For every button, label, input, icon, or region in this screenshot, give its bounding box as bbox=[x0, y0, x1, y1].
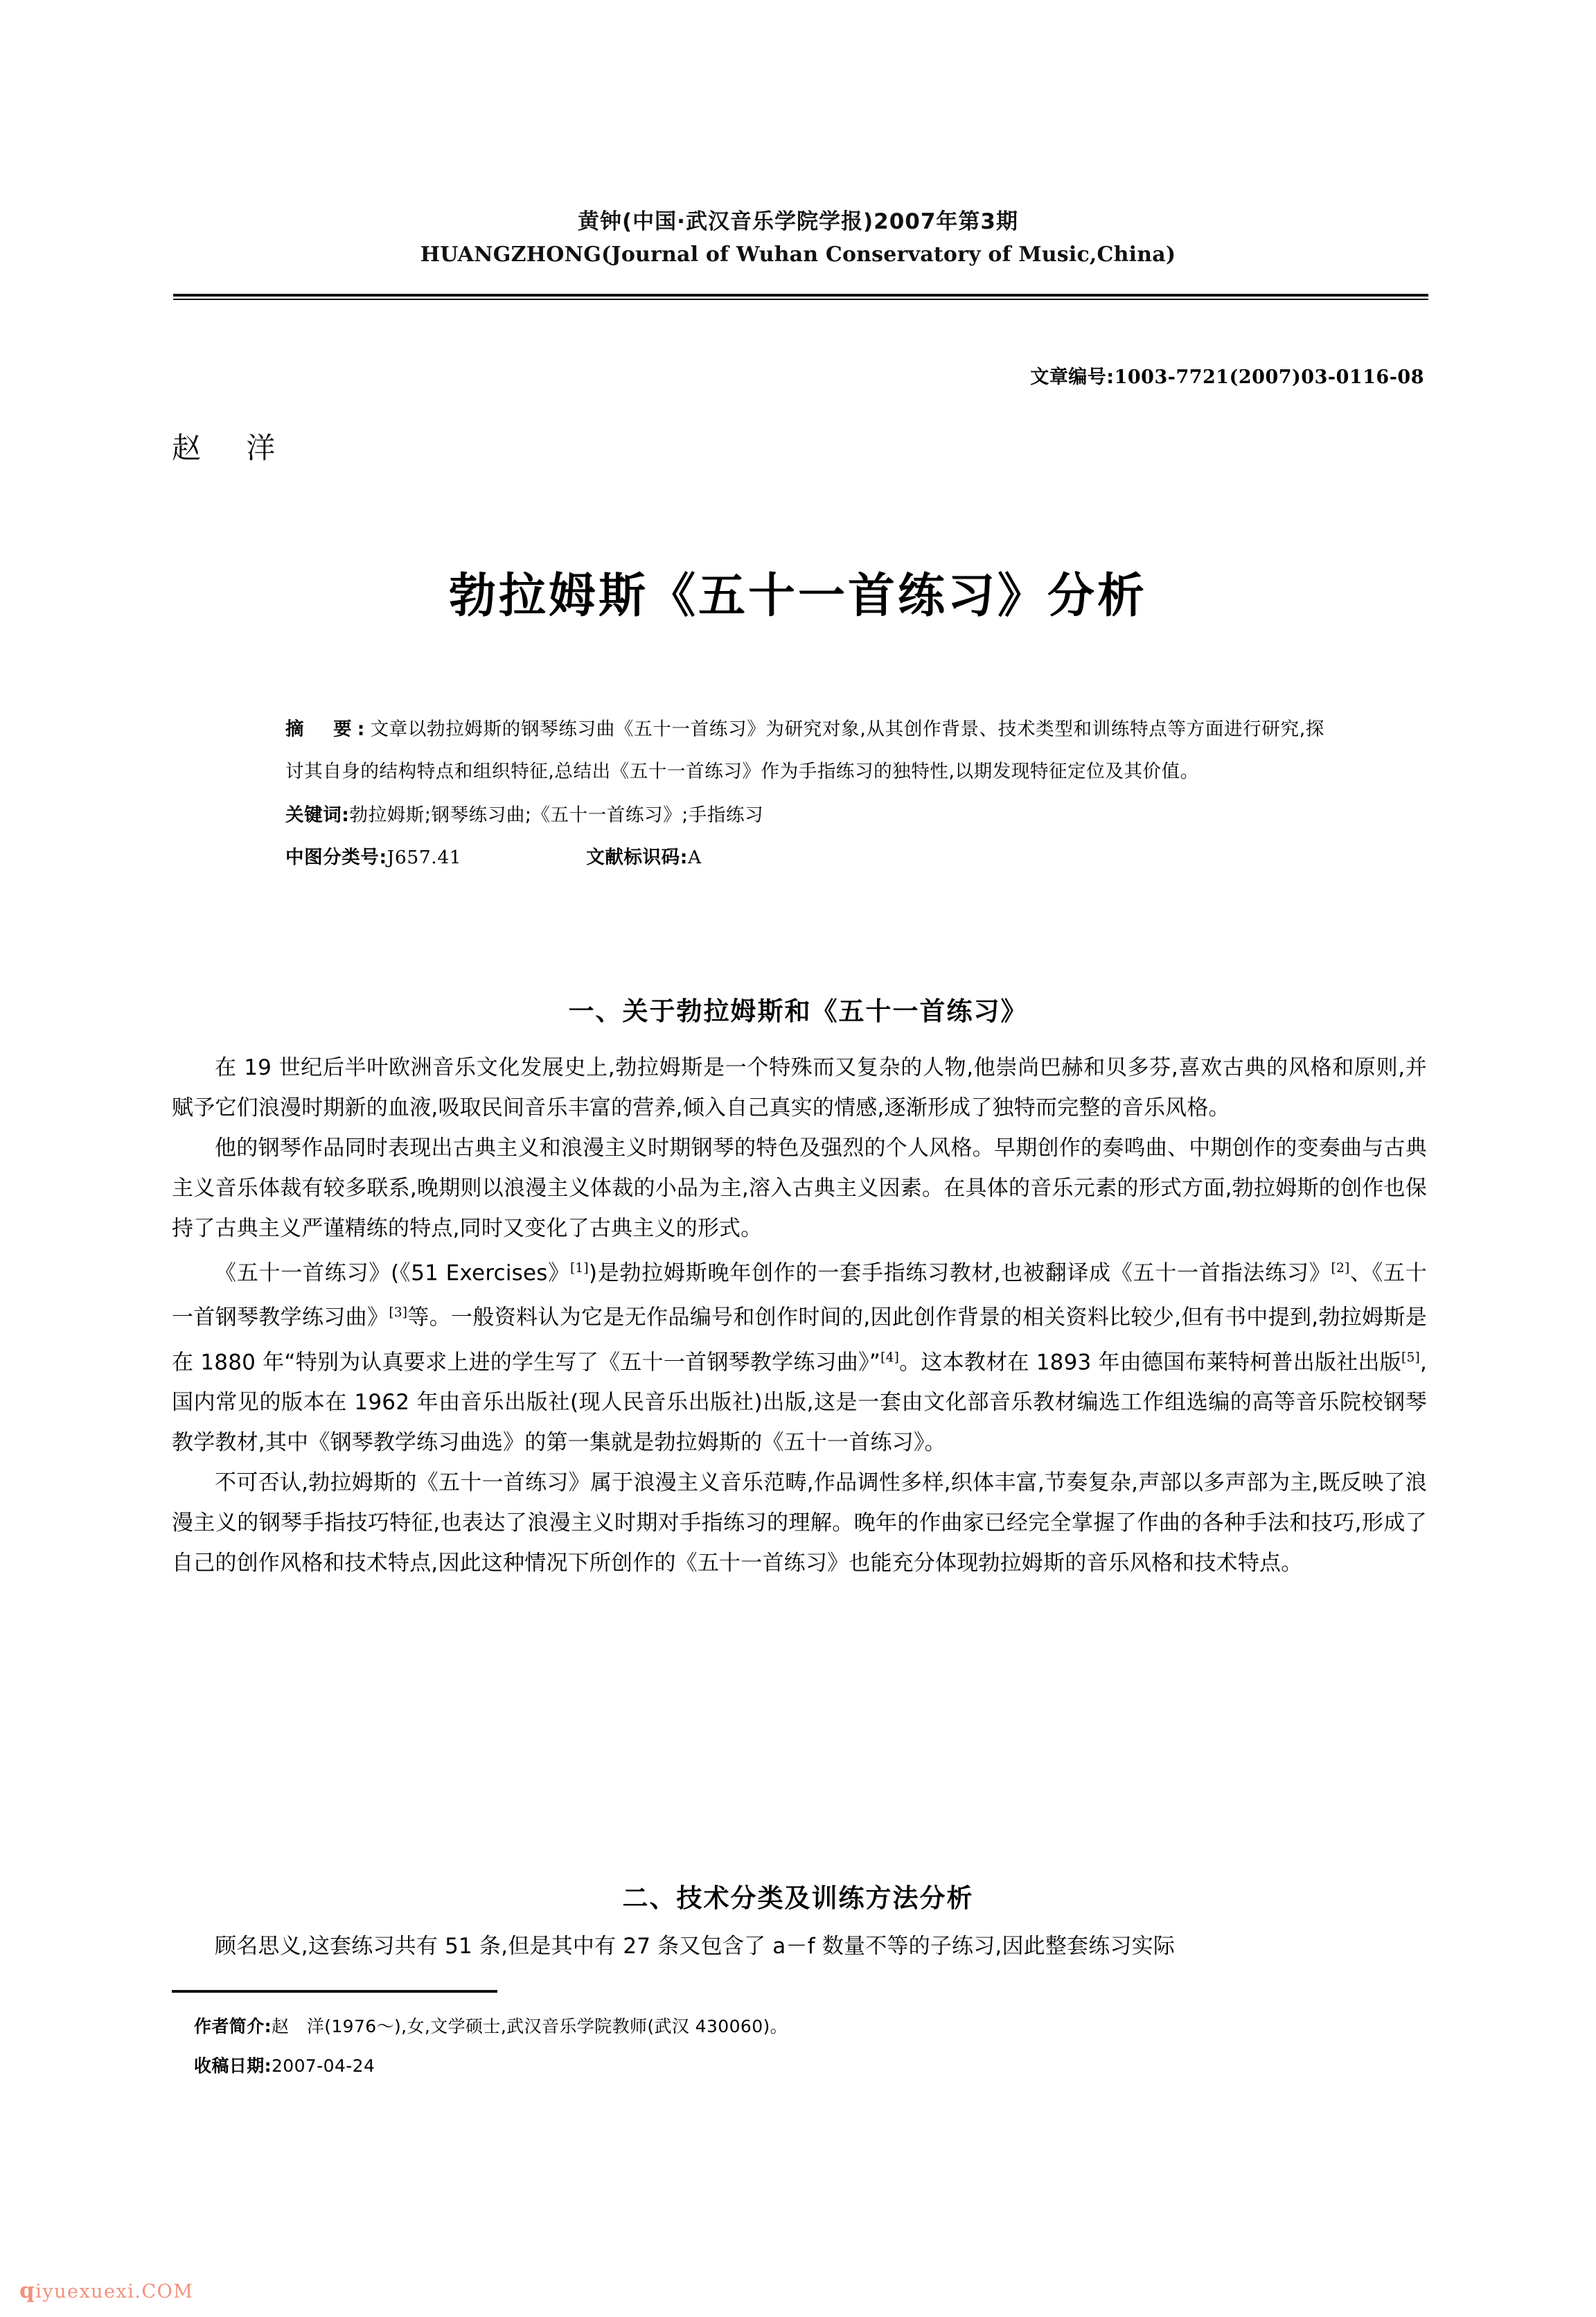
footnote-block bbox=[194, 2007, 1372, 2086]
body-section-2 bbox=[172, 1926, 1427, 1966]
clc-group bbox=[285, 836, 461, 879]
author-bio-label: 作者简介: bbox=[194, 2016, 272, 2036]
author-name: 赵 洋 bbox=[172, 431, 294, 465]
abstract-text: 文章以勃拉姆斯的钢琴练习曲《五十一首练习》为研究对象,从其创作背景、技术类型和训练特点等方面进行研究,探讨其自身的结构特点和组织特征,总结出《五十一首练习》作为手指练习的独特性,以期发现特征定位及其价值。 bbox=[285, 719, 1325, 782]
abstract-block bbox=[285, 708, 1324, 879]
body-section-1 bbox=[172, 1048, 1427, 1583]
article-number-label: 文章编号: bbox=[1030, 367, 1115, 388]
abstract-label: 摘 要: bbox=[285, 719, 371, 740]
received-date-value: 2007-04-24 bbox=[272, 2056, 375, 2076]
citation-marker: [3] bbox=[389, 1305, 408, 1321]
clc-label: 中图分类号: bbox=[285, 847, 387, 868]
received-date-label: 收稿日期: bbox=[194, 2056, 272, 2076]
received-date-line bbox=[194, 2046, 1372, 2086]
paragraph: 不可否认,勃拉姆斯的《五十一首练习》属于浪漫主义音乐范畴,作品调性多样,织体丰富,节奏复杂,声部以多声部为主,既反映了浪漫主义的钢琴手指技巧特征,也表达了浪漫主义时期对手指练习的理解。晚年的作曲家已经完全掌握了作曲的各种手法和技巧,形成了自己的创作风格和技术特点,因此这种情况下所创作的《五十一首练习》也能充分体现勃拉姆斯的音乐风格和技术特点。 bbox=[172, 1470, 1427, 1576]
keywords-label: 关键词: bbox=[285, 804, 350, 826]
classification-line bbox=[285, 836, 1324, 879]
keywords-line bbox=[285, 794, 1324, 836]
footnote-divider bbox=[172, 1990, 497, 1993]
clc-value: J657.41 bbox=[387, 847, 462, 868]
journal-masthead bbox=[0, 208, 1596, 270]
citation-marker: [5] bbox=[1401, 1350, 1420, 1365]
masthead-chinese-title: 黄钟(中国·武汉音乐学院学报)2007年第3期 bbox=[578, 209, 1018, 234]
author-bio-line bbox=[194, 2007, 1372, 2046]
masthead-english-title: HUANGZHONG(Journal of Wuhan Conservatory of Music,China) bbox=[420, 242, 1176, 267]
citation-marker: [2] bbox=[1331, 1261, 1350, 1276]
paragraph: 顾名思义,这套练习共有 51 条,但是其中有 27 条又包含了 a－f 数量不等的子练习,因此整套练习实际 bbox=[215, 1934, 1176, 1959]
paragraph: 他的钢琴作品同时表现出古典主义和浪漫主义时期钢琴的特色及强烈的个人风格。早期创作的奏鸣曲、中期创作的变奏曲与古典主义音乐体裁有较多联系,晚期则以浪漫主义体裁的小品为主,溶入古典主义因素。在具体的音乐元素的形式方面,勃拉姆斯的创作也保持了古典主义严谨精练的特点,同时又变化了古典主义的形式。 bbox=[172, 1136, 1427, 1241]
article-number-value: 1003-7721(2007)03-0116-08 bbox=[1114, 367, 1424, 388]
article-number bbox=[1030, 362, 1424, 389]
doc-code-value: A bbox=[687, 847, 702, 868]
site-watermark bbox=[19, 2278, 193, 2303]
paragraph: 在 19 世纪后半叶欧洲音乐文化发展史上,勃拉姆斯是一个特殊而又复杂的人物,他崇尚巴赫和贝多芬,喜欢古典的风格和原则,并赋予它们浪漫时期新的血液,吸取民间音乐丰富的营养,倾入自己真实的情感,逐渐形成了独特而完整的音乐风格。 bbox=[172, 1055, 1427, 1120]
section-heading-1: 一、关于勃拉姆斯和《五十一首练习》 bbox=[568, 996, 1028, 1026]
watermark-text: iyuexuexi.COM bbox=[35, 2281, 194, 2302]
keywords-value: 勃拉姆斯;钢琴练习曲;《五十一首练习》;手指练习 bbox=[349, 804, 764, 826]
abstract-paragraph bbox=[285, 708, 1324, 793]
citation-marker: [1] bbox=[569, 1261, 589, 1276]
section-heading-2: 二、技术分类及训练方法分析 bbox=[622, 1883, 974, 1913]
doc-code-group bbox=[586, 836, 701, 879]
watermark-initial: q bbox=[19, 2278, 36, 2303]
citation-marker: [4] bbox=[880, 1350, 900, 1365]
paragraph: 《五十一首练习》(《51 Exercises》[1])是勃拉姆斯晚年创作的一套手指练习教材,也被翻译成《五十一首指法练习》[2]、《五十一首钢琴教学练习曲》[3]等。一般资料认为它是无作品编号和创作时间的,因此创作背景的相关资料比较少,但有书中提到,勃拉姆斯是在 1880 年“特别为认真要求上进的学生写了《五十一首钢琴教学练习曲》”[4]。这本教材在 1893 年由德国布莱特柯普出版社出版[5],国内常见的版本在 1962 年由音乐出版社(现人民音乐出版社)出版,这是一套由文化部音乐教材编选工作组选编的高等音乐院校钢琴教学教材,其中《钢琴教学练习曲选》的第一集就是勃拉姆斯的《五十一首练习》。 bbox=[172, 1260, 1428, 1455]
page-title: 勃拉姆斯《五十一首练习》分析 bbox=[448, 568, 1147, 624]
author-bio-value: 赵 洋(1976～),女,文学硕士,武汉音乐学院教师(武汉 430060)。 bbox=[272, 2016, 788, 2036]
masthead-divider-rule bbox=[173, 294, 1428, 300]
doc-code-label: 文献标识码: bbox=[586, 847, 688, 868]
